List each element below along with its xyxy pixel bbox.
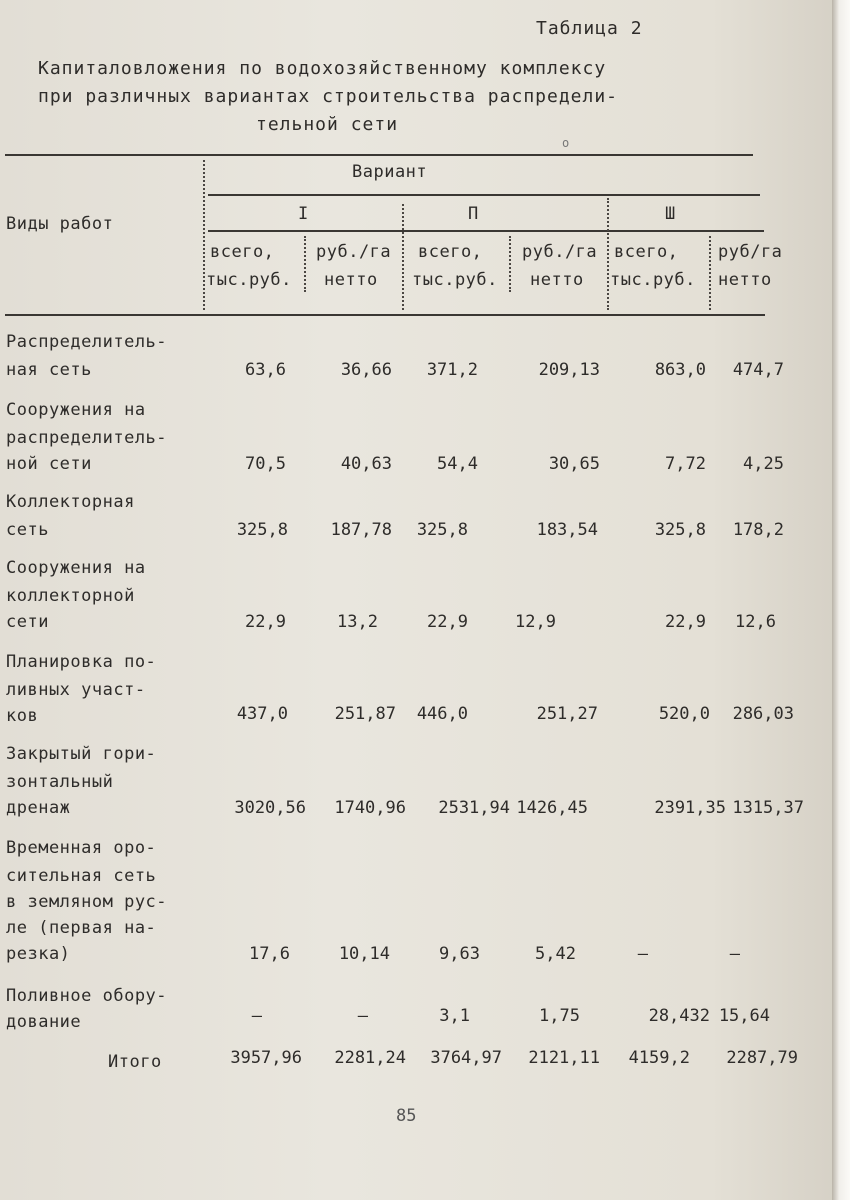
cell: 1426,45: [516, 798, 588, 818]
header-separator-1: [203, 160, 205, 310]
sub-2-line-2: нетто: [324, 270, 378, 290]
col-works-header: Виды работ: [6, 214, 114, 234]
row-7-label-4: ле (первая на-: [6, 918, 157, 938]
sub-1-line-2: тыс.руб.: [206, 270, 292, 290]
cell: 5,42: [535, 944, 576, 964]
title-line-3: тельной сети: [256, 114, 399, 135]
subheader-rule: [208, 230, 764, 232]
row-7-label-1: Временная оро-: [6, 838, 157, 858]
row-8-label-2: дование: [6, 1012, 82, 1032]
row-5-label-2: ливных участ-: [6, 680, 146, 700]
cell: 325,8: [416, 520, 468, 540]
cell: 28,432: [648, 1006, 710, 1026]
total-cell: 3764,97: [430, 1048, 502, 1068]
row-7-label-2: сительная сеть: [6, 866, 157, 886]
title-line-2: при различных вариантах строительства распредели-: [38, 86, 619, 107]
row-7-label-5: резка): [6, 944, 71, 964]
table-label: Таблица 2: [536, 18, 643, 39]
cell: 251,87: [334, 704, 396, 724]
cell: 9,63: [439, 944, 480, 964]
variant-iii: Ш: [665, 204, 676, 224]
total-label: Итого: [108, 1052, 162, 1072]
header-bottom-rule: [5, 314, 765, 316]
cell: –: [357, 1006, 368, 1026]
sub-5-line-2: тыс.руб.: [610, 270, 696, 290]
cell: 1,75: [539, 1006, 580, 1026]
page-edge: [832, 0, 850, 1200]
row-7-label-3: в земляном рус-: [6, 892, 168, 912]
header-separator-3: [607, 198, 609, 310]
row-4-label-2: коллекторной: [6, 586, 135, 606]
row-5-label-3: ков: [6, 706, 39, 726]
sub-2-line-1: руб./га: [316, 242, 392, 262]
sub-4-line-1: руб./га: [522, 242, 598, 262]
variant-rule: [208, 194, 760, 196]
cell: 178,2: [732, 520, 784, 540]
cell: 2531,94: [438, 798, 510, 818]
total-cell: 4159,2: [628, 1048, 690, 1068]
cell: 15,64: [718, 1006, 770, 1026]
cell: 446,0: [416, 704, 468, 724]
variant-i: I: [298, 204, 309, 224]
row-4-label-3: сети: [6, 612, 49, 632]
total-cell: 2121,11: [528, 1048, 600, 1068]
row-5-label-1: Планировка по-: [6, 652, 157, 672]
cell: 40,63: [340, 454, 392, 474]
row-2-label-1: Сооружения на: [6, 400, 146, 420]
cell: 4,25: [743, 454, 784, 474]
cell: 209,13: [538, 360, 600, 380]
row-4-label-1: Сооружения на: [6, 558, 146, 578]
cell: 22,9: [427, 612, 468, 632]
page-number: 85: [396, 1106, 417, 1126]
title-line-1: Капиталовложения по водохозяйственному комплексу: [38, 58, 607, 79]
variant-header: Вариант: [352, 162, 428, 182]
row-3-label-2: сеть: [6, 520, 49, 540]
cell: 22,9: [665, 612, 706, 632]
cell: –: [637, 944, 648, 964]
cell: 17,6: [249, 944, 290, 964]
cell: 7,72: [665, 454, 706, 474]
row-1-label-2: ная сеть: [6, 360, 92, 380]
sub-3-line-1: всего,: [418, 242, 483, 262]
sub-4-line-2: нетто: [530, 270, 584, 290]
cell: 54,4: [437, 454, 478, 474]
row-2-label-3: ной сети: [6, 454, 92, 474]
sub-3-line-2: тыс.руб.: [412, 270, 498, 290]
cell: 13,2: [337, 612, 378, 632]
header-top-rule: [5, 154, 753, 156]
cell: 520,0: [658, 704, 710, 724]
total-cell: 2281,24: [334, 1048, 406, 1068]
row-2-label-2: распределитель-: [6, 428, 168, 448]
cell: 286,03: [732, 704, 794, 724]
cell: 437,0: [236, 704, 288, 724]
header-separator-5: [304, 236, 306, 292]
sub-5-line-1: всего,: [614, 242, 679, 262]
cell: 63,6: [245, 360, 286, 380]
cell: 371,2: [426, 360, 478, 380]
cell: 474,7: [732, 360, 784, 380]
header-separator-2: [402, 204, 404, 310]
cell: 183,54: [536, 520, 598, 540]
cell: 12,9: [515, 612, 556, 632]
stray-mark: о: [562, 136, 570, 150]
cell: 863,0: [654, 360, 706, 380]
cell: –: [251, 1006, 262, 1026]
cell: 1315,37: [732, 798, 804, 818]
cell: 3,1: [439, 1006, 470, 1026]
cell: 1740,96: [334, 798, 406, 818]
row-6-label-2: зонтальный: [6, 772, 114, 792]
variant-ii: П: [468, 204, 479, 224]
total-cell: 3957,96: [230, 1048, 302, 1068]
cell: 251,27: [536, 704, 598, 724]
cell: 2391,35: [654, 798, 726, 818]
row-6-label-1: Закрытый гори-: [6, 744, 157, 764]
cell: 36,66: [340, 360, 392, 380]
cell: 22,9: [245, 612, 286, 632]
cell: 70,5: [245, 454, 286, 474]
header-separator-4: [709, 236, 711, 310]
cell: –: [729, 944, 740, 964]
cell: 325,8: [236, 520, 288, 540]
cell: 325,8: [654, 520, 706, 540]
header-separator-6: [509, 236, 511, 292]
row-8-label-1: Поливное обору-: [6, 986, 168, 1006]
cell: 3020,56: [234, 798, 306, 818]
row-1-label-1: Распределитель-: [6, 332, 168, 352]
cell: 10,14: [338, 944, 390, 964]
cell: 30,65: [548, 454, 600, 474]
sub-6-line-2: нетто: [718, 270, 772, 290]
cell: 12,6: [735, 612, 776, 632]
row-6-label-3: дренаж: [6, 798, 71, 818]
sub-1-line-1: всего,: [210, 242, 275, 262]
cell: 187,78: [330, 520, 392, 540]
row-3-label-1: Коллекторная: [6, 492, 135, 512]
sub-6-line-1: руб/га: [718, 242, 783, 262]
total-cell: 2287,79: [726, 1048, 798, 1068]
